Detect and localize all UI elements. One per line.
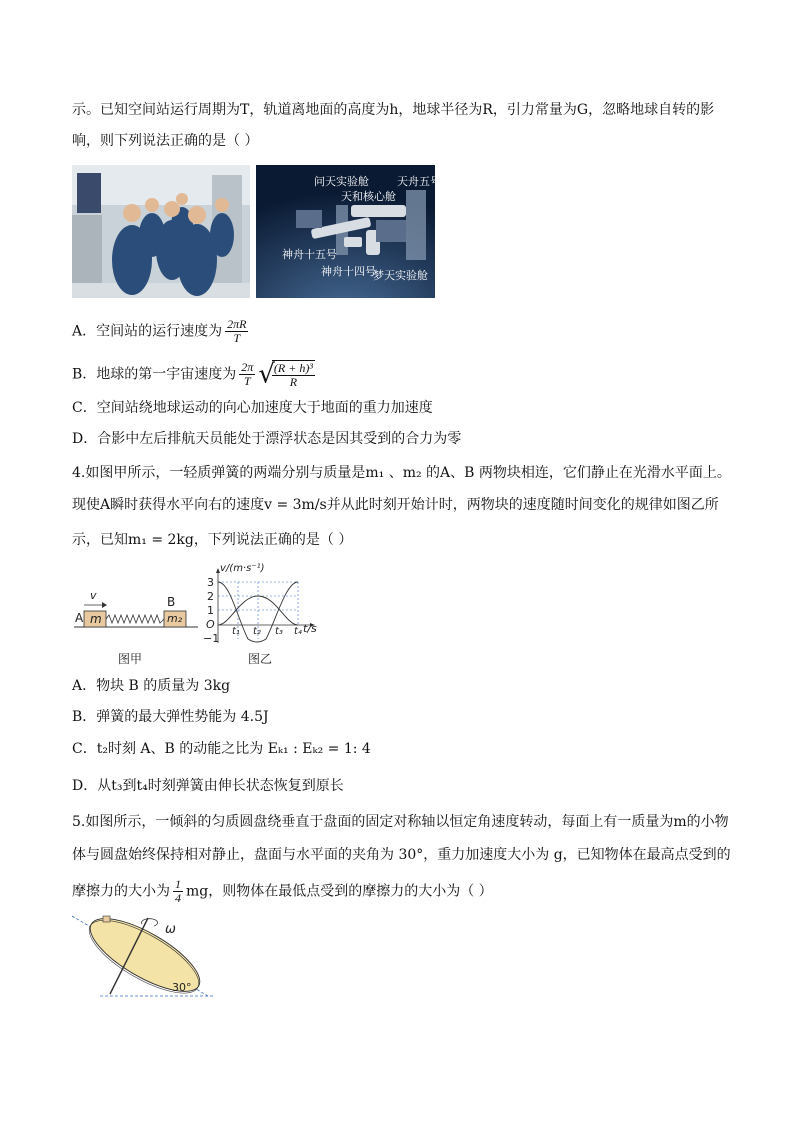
q3-option-d[interactable]: D．合影中左后排航天员能处于漂浮状态是因其受到的合力为零 (72, 431, 462, 447)
fig-a-label-v: v (90, 589, 97, 602)
label-shenzhou15: 神舟十五号 (282, 248, 337, 261)
q5-stem-line3 (72, 878, 493, 905)
fraction-numerator: 2π (241, 360, 254, 374)
fig-b-ytick-1: 1 (207, 604, 214, 617)
fig-b-ytick-3: 3 (207, 576, 214, 589)
fraction-numerator: 1 (175, 877, 181, 891)
fig-a-label-B: B (167, 595, 176, 609)
q5-line3-suffix: mg，则物体在最低点受到的摩擦力的大小为（ ） (186, 883, 493, 900)
sqrt-sign-icon: √ (258, 359, 275, 390)
q4-option-a[interactable]: A．物块 B 的质量为 3kg (72, 678, 231, 694)
small-object (103, 916, 110, 922)
fig-b-ytick-neg1: −1 (203, 632, 220, 645)
q5-friction-fraction (173, 878, 183, 905)
fig-omega-label: ω (165, 922, 176, 937)
q4-option-d[interactable]: D．从t₃到t₄时刻弹簧由伸长状态恢复到原长 (72, 778, 344, 794)
fig-a-label-m1: m (90, 612, 102, 626)
fig-a-label-A: A (75, 611, 84, 625)
q4-option-b[interactable]: B．弹簧的最大弹性势能为 4.5J (72, 709, 269, 725)
q3-option-a-text: A．空间站的运行速度为 (72, 323, 223, 340)
fig-b-xtick-t4: t₄ (294, 626, 302, 637)
q4-option-c[interactable]: C．t₂时刻 A、B 的动能之比为 Eₖ₁ : Eₖ₂ = 1: 4 (72, 741, 371, 757)
q3-option-c[interactable]: C．空间站绕地球运动的向心加速度大于地面的重力加速度 (72, 400, 433, 416)
astronaut-group-photo (72, 165, 250, 298)
label-tianzhou5: 天舟五号 (397, 175, 441, 188)
q5-line3-prefix: 摩擦力的大小为 (72, 883, 170, 900)
q3-option-b-radicand (272, 360, 315, 389)
fig-a-label-m2: m₂ (167, 612, 183, 625)
label-mengtian: 梦天实验舱 (373, 269, 428, 282)
fig-angle-label: 30° (172, 981, 192, 994)
q3-stem-line1: 示。已知空间站运行周期为T，轨道离地面的高度为h，地球半径为R，引力常量为G，忽略地球自转的影 (72, 102, 715, 118)
fig-b-xtick-t2: t₂ (253, 626, 261, 637)
q5-stem-line2: 体与圆盘始终保持相对静止，盘面与水平面的夹角为 30°，重力加速度大小为 g，已知物体在最高点受到的 (72, 847, 731, 863)
fig-b-origin: O (206, 618, 215, 631)
q4-stem-line1: 4.如图甲所示，一轻质弹簧的两端分别与质量是m₁ 、m₂ 的A、B 两物块相连，它们静止在光滑水平面上。 (72, 465, 731, 481)
fraction-denominator: R (289, 375, 298, 389)
fig-b-caption: 图乙 (248, 652, 273, 666)
fig-b-xlabel: t/s (303, 622, 317, 635)
q3-option-a-fraction (225, 318, 248, 345)
q3-option-b[interactable] (72, 360, 318, 389)
fraction-numerator: (R + h)³ (273, 361, 313, 375)
fraction-denominator: T (243, 374, 251, 388)
q3-option-a[interactable] (72, 318, 251, 345)
fraction-numerator: 2πR (227, 317, 247, 331)
label-shenzhou14: 神舟十四号 (321, 265, 376, 278)
label-wentian: 问天实验舱 (314, 175, 369, 188)
q4-stem-line3: 示，已知m₁ = 2kg，下列说法正确的是（ ） (72, 532, 353, 548)
q3-option-b-fraction (239, 361, 255, 388)
spring (106, 615, 164, 623)
fraction-denominator: 4 (175, 891, 181, 905)
fig-b-xtick-t1: t₁ (232, 626, 240, 637)
fig-b-ytick-2: 2 (207, 590, 214, 603)
fig-a-caption: 图甲 (118, 652, 143, 666)
fig-b-ylabel: v/(m·s⁻¹) (220, 563, 265, 574)
q4-stem-line2: 现使A瞬时获得水平向右的速度v = 3m/s并从此时刻开始计时，两物块的速度随时间变化的规律如图乙所 (72, 497, 719, 513)
fraction-denominator: T (233, 331, 241, 345)
q3-option-b-text: B．地球的第一宇宙速度为 (72, 366, 237, 383)
figure-tilted-disk (70, 910, 215, 1000)
label-tianhe: 天和核心舱 (341, 190, 396, 203)
fig-b-xtick-t3: t₃ (275, 626, 283, 637)
q5-stem-line1: 5.如图所示，一倾斜的匀质圆盘绕垂直于盘面的固定对称轴以恒定角速度转动，每面上有一质量为m的小物 (72, 814, 729, 830)
q3-stem-line2: 响，则下列说法正确的是（ ） (72, 133, 259, 149)
